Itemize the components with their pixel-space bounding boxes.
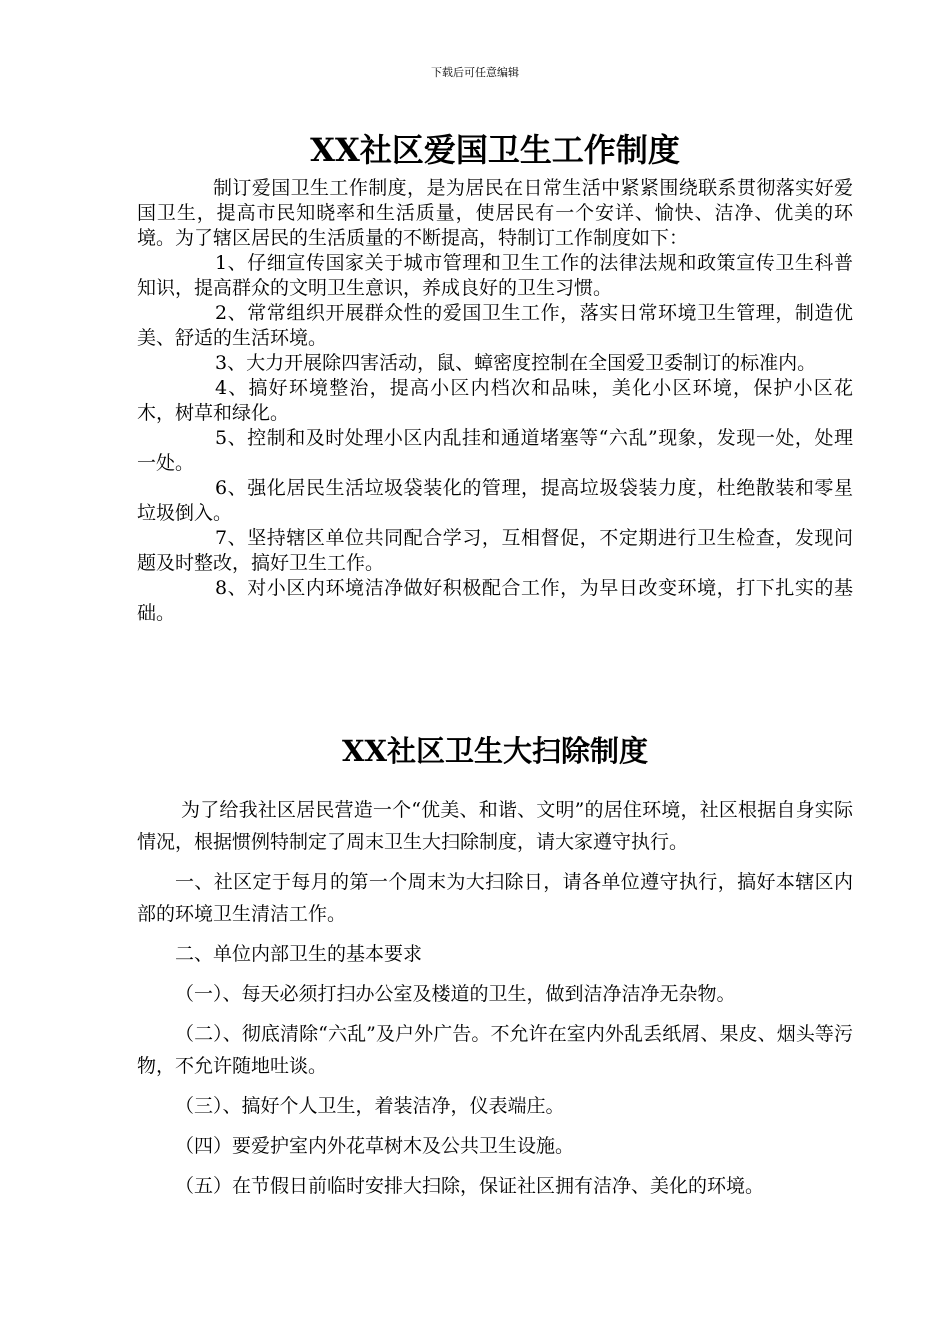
section1-item: 8、对小区内环境洁净做好积极配合工作，为早日改变环境，打下扎实的基础。 [137,577,853,624]
section1-item: 3、大力开展除四害活动，鼠、蟑密度控制在全国爱卫委制订的标准内。 [215,352,817,374]
section2-subitem: （四）要爱护室内外花草树木及公共卫生设施。 [175,1135,575,1157]
section2-intro: 为了给我社区居民营造一个“优美、和谐、文明”的居住环境，社区根据自身实际情况，根据惯例特制定了周末卫生大扫除制度，请大家遵守执行。 [137,799,853,853]
section1-item: 7、坚持辖区单位共同配合学习，互相督促，不定期进行卫生检查，发现问题及时整改，搞好卫生工作。 [137,527,853,574]
section2-subitem: （五）在节假日前临时安排大扫除，保证社区拥有洁净、美化的环境。 [175,1175,765,1197]
section1-item: 2、常常组织开展群众性的爱国卫生工作，落实日常环境卫生管理，制造优美、舒适的生活环境。 [137,302,853,349]
header-note: 下载后可任意编辑 [431,66,519,79]
section2-title: XX社区卫生大扫除制度 [341,734,648,768]
section1-item: 4、搞好环境整治，提高小区内档次和品味，美化小区环境，保护小区花木，树草和绿化。 [137,377,853,424]
section2-subitem: （一）、每天必须打扫办公室及楼道的卫生，做到洁净洁净无杂物。 [175,983,736,1005]
section1-title: XX社区爱国卫生工作制度 [310,131,680,169]
section1-item: 1、仔细宣传国家关于城市管理和卫生工作的法律法规和政策宣传卫生科普知识，提高群众的文明卫生意识，养成良好的卫生习惯。 [137,252,853,299]
section2-subitem: （三）、搞好个人卫生，着装洁净，仪表端庄。 [175,1095,565,1117]
section2-point-1: 一、社区定于每月的第一个周末为大扫除日，请各单位遵守执行，搞好本辖区内部的环境卫生清洁工作。 [137,871,853,925]
section-patriotic-hygiene [137,128,853,626]
section1-intro: 制订爱国卫生工作制度，是为居民在日常生活中紧紧围绕联系贯彻落实好爱国卫生，提高市民知晓率和生活质量，使居民有一个安详、愉快、洁净、优美的环境。为了辖区居民的生活质量的不断提高，特制订工作制度如下： [137,177,853,249]
section1-item: 6、强化居民生活垃圾袋装化的管理，提高垃圾袋装力度，杜绝散装和零星垃圾倒入。 [137,477,853,524]
section-cleaning-system [137,730,853,1210]
section2-subitem: （二）、彻底清除“六乱”及户外广告。不允许在室内外乱丢纸屑、果皮、烟头等污物，不允许随地吐谈。 [137,1023,853,1077]
section2-point-2: 二、单位内部卫生的基本要求 [175,943,423,965]
section1-item: 5、控制和及时处理小区内乱挂和通道堵塞等“六乱”现象，发现一处，处理一处。 [137,427,853,474]
